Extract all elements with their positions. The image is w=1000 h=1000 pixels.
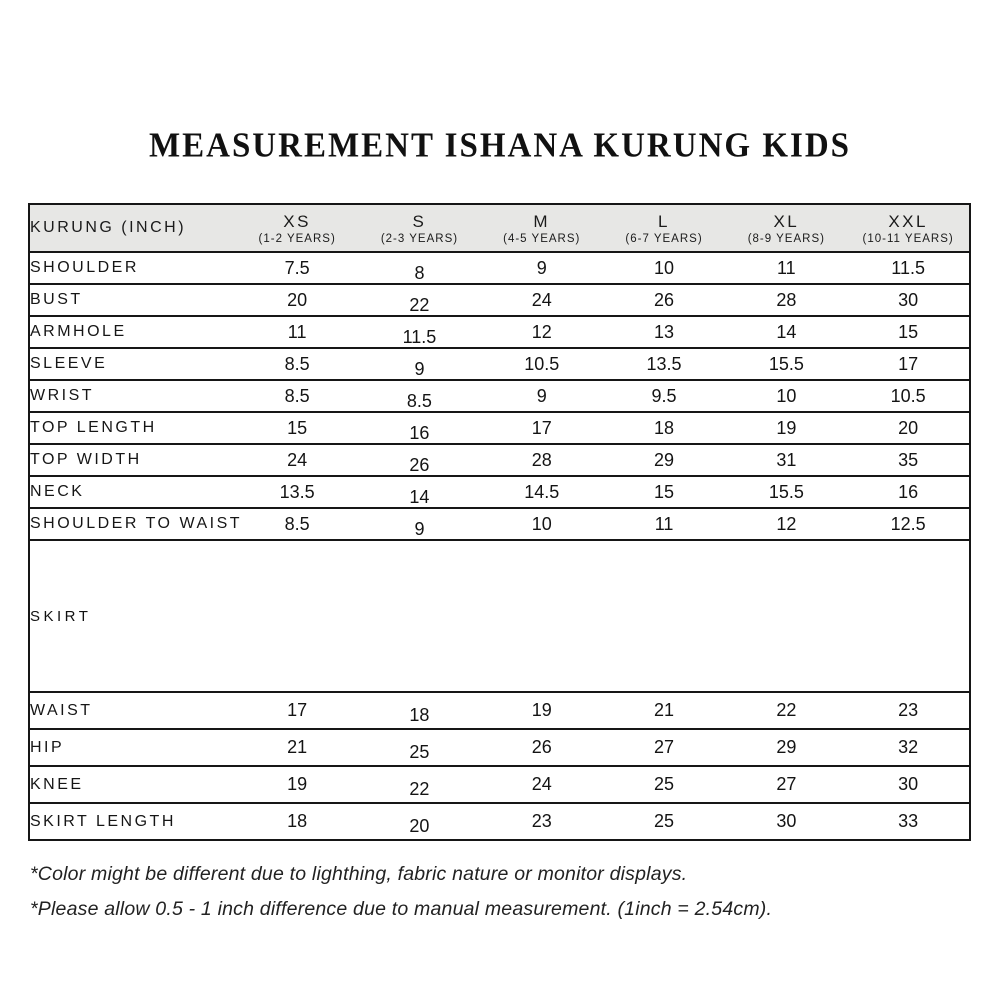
value-cell bbox=[358, 692, 480, 729]
value-cell bbox=[358, 766, 480, 803]
size-age-range: (8-9 YEARS) bbox=[747, 232, 825, 245]
value-cell bbox=[236, 316, 358, 348]
value-cell bbox=[603, 412, 725, 444]
measurement-value: 15 bbox=[287, 417, 308, 438]
table-row bbox=[29, 766, 970, 803]
value-cell bbox=[236, 380, 358, 412]
skirt-section-body bbox=[29, 540, 970, 692]
measurement-value: 21 bbox=[654, 700, 675, 720]
value-cell bbox=[725, 316, 847, 348]
value-cell bbox=[358, 803, 480, 840]
row-label: SKIRT LENGTH bbox=[30, 812, 176, 830]
measurement-value: 9 bbox=[536, 385, 547, 406]
measurement-value: 9 bbox=[414, 358, 425, 379]
measurement-value: 30 bbox=[898, 289, 919, 310]
value-cell bbox=[603, 348, 725, 380]
value-cell bbox=[481, 444, 603, 476]
measurement-value: 8.5 bbox=[284, 385, 310, 406]
header-row bbox=[29, 204, 970, 252]
value-cell bbox=[236, 348, 358, 380]
measurement-value: 26 bbox=[531, 737, 552, 757]
value-cell bbox=[725, 412, 847, 444]
measurement-value: 8.5 bbox=[284, 353, 310, 374]
value-cell bbox=[725, 444, 847, 476]
measurement-value: 19 bbox=[287, 774, 308, 794]
header-size-l bbox=[603, 204, 725, 252]
measurement-value: 26 bbox=[654, 289, 675, 310]
table-row bbox=[29, 412, 970, 444]
measurement-value: 19 bbox=[776, 417, 797, 438]
measurement-value: 24 bbox=[287, 449, 308, 470]
value-cell bbox=[358, 284, 480, 316]
skirt-section-cell bbox=[29, 540, 970, 692]
measurement-value: 12.5 bbox=[890, 513, 926, 534]
value-cell bbox=[847, 476, 969, 508]
value-cell bbox=[358, 380, 480, 412]
header-size-xxl bbox=[847, 204, 969, 252]
value-cell bbox=[481, 316, 603, 348]
measurement-value: 33 bbox=[898, 811, 919, 831]
header-label: KURUNG (INCH) bbox=[30, 219, 187, 236]
measurement-value: 9 bbox=[536, 257, 547, 278]
value-cell bbox=[236, 444, 358, 476]
value-cell bbox=[725, 508, 847, 540]
measurement-value: 27 bbox=[776, 774, 797, 794]
measurement-value: 8.5 bbox=[284, 513, 310, 534]
measurement-value: 24 bbox=[531, 289, 552, 310]
measurement-value: 35 bbox=[898, 449, 919, 470]
value-cell bbox=[236, 692, 358, 729]
measurement-value: 11.5 bbox=[891, 257, 925, 278]
value-cell bbox=[603, 729, 725, 766]
value-cell bbox=[725, 476, 847, 508]
footnote-measurement: *Please allow 0.5 - 1 inch difference due to manual measurement. (1inch = 2.54cm). bbox=[30, 898, 773, 920]
value-cell bbox=[236, 412, 358, 444]
measurement-value: 23 bbox=[898, 700, 919, 720]
row-label: BUST bbox=[30, 291, 83, 308]
measurement-value: 30 bbox=[898, 774, 919, 794]
measurement-value: 28 bbox=[531, 449, 552, 470]
measurement-value: 28 bbox=[776, 289, 797, 310]
row-label: SLEEVE bbox=[30, 355, 108, 372]
measurement-value: 29 bbox=[776, 737, 797, 757]
measurement-value: 26 bbox=[409, 454, 430, 475]
size-label: S bbox=[412, 211, 427, 231]
skirt-section-row bbox=[29, 540, 970, 692]
value-cell bbox=[847, 252, 969, 284]
value-cell bbox=[481, 729, 603, 766]
measurement-value: 29 bbox=[654, 449, 675, 470]
value-cell bbox=[725, 766, 847, 803]
value-cell bbox=[236, 766, 358, 803]
measurement-value: 25 bbox=[654, 774, 675, 794]
value-cell bbox=[847, 444, 969, 476]
measurement-value: 22 bbox=[409, 779, 430, 799]
page-title: MEASUREMENT ISHANA KURUNG KIDS bbox=[148, 126, 852, 166]
measurement-value: 8.5 bbox=[406, 390, 432, 411]
row-label: NECK bbox=[30, 483, 85, 500]
header-size-xs bbox=[236, 204, 358, 252]
measurement-value: 14.5 bbox=[524, 481, 560, 502]
measurement-value: 10.5 bbox=[890, 385, 926, 406]
measurement-value: 19 bbox=[531, 700, 552, 720]
table-row bbox=[29, 316, 970, 348]
value-cell bbox=[847, 692, 969, 729]
size-label: XL bbox=[773, 211, 800, 231]
measurement-value: 14 bbox=[776, 321, 797, 342]
header-size-m bbox=[481, 204, 603, 252]
measurement-value: 21 bbox=[287, 737, 308, 757]
value-cell bbox=[481, 412, 603, 444]
size-label: M bbox=[533, 211, 551, 231]
value-cell bbox=[603, 316, 725, 348]
size-age-range: (10-11 YEARS) bbox=[862, 232, 954, 245]
row-label: WAIST bbox=[30, 701, 93, 719]
measurement-value: 25 bbox=[409, 742, 430, 762]
value-cell bbox=[481, 803, 603, 840]
table-row bbox=[29, 803, 970, 840]
measurement-value: 13.5 bbox=[279, 481, 315, 502]
value-cell bbox=[481, 476, 603, 508]
measurement-value: 11 bbox=[287, 321, 307, 342]
size-chart-table bbox=[28, 203, 971, 841]
measurement-value: 20 bbox=[409, 816, 430, 836]
value-cell bbox=[725, 348, 847, 380]
value-cell bbox=[603, 252, 725, 284]
measurement-value: 31 bbox=[776, 449, 797, 470]
measurement-value: 15.5 bbox=[768, 481, 804, 502]
measurement-value: 27 bbox=[654, 737, 675, 757]
row-label: KNEE bbox=[30, 775, 84, 793]
size-label: XS bbox=[283, 211, 311, 231]
value-cell bbox=[847, 766, 969, 803]
value-cell bbox=[847, 508, 969, 540]
value-cell bbox=[236, 252, 358, 284]
measurement-value: 13.5 bbox=[646, 353, 682, 374]
table-row bbox=[29, 284, 970, 316]
value-cell bbox=[481, 508, 603, 540]
value-cell bbox=[481, 348, 603, 380]
value-cell bbox=[481, 252, 603, 284]
footnotes bbox=[30, 863, 772, 933]
value-cell bbox=[603, 692, 725, 729]
measurement-value: 11 bbox=[654, 513, 674, 534]
value-cell bbox=[481, 380, 603, 412]
value-cell bbox=[725, 803, 847, 840]
row-label: ARMHOLE bbox=[30, 323, 127, 340]
measurement-value: 22 bbox=[409, 294, 430, 315]
measurement-value: 16 bbox=[409, 422, 430, 443]
size-label: XXL bbox=[888, 211, 928, 231]
value-cell bbox=[358, 412, 480, 444]
size-label: L bbox=[658, 211, 671, 231]
value-cell bbox=[725, 692, 847, 729]
row-label: HIP bbox=[30, 738, 65, 756]
value-cell bbox=[481, 284, 603, 316]
table-row bbox=[29, 252, 970, 284]
value-cell bbox=[358, 729, 480, 766]
footnote-color: *Color might be different due to lighthing, fabric nature or monitor displays. bbox=[30, 863, 688, 885]
table-row bbox=[29, 444, 970, 476]
measurement-value: 18 bbox=[409, 705, 430, 725]
table-row bbox=[29, 476, 970, 508]
size-age-range: (6-7 YEARS) bbox=[625, 232, 703, 245]
skirt-section-label: SKIRT bbox=[30, 607, 92, 625]
table-row bbox=[29, 729, 970, 766]
measurement-value: 12 bbox=[776, 513, 797, 534]
value-cell bbox=[603, 476, 725, 508]
value-cell bbox=[358, 252, 480, 284]
value-cell bbox=[725, 284, 847, 316]
measurement-value: 8 bbox=[414, 262, 425, 283]
value-cell bbox=[236, 508, 358, 540]
measurement-value: 24 bbox=[531, 774, 552, 794]
measurement-value: 18 bbox=[654, 417, 675, 438]
measurement-value: 10 bbox=[776, 385, 797, 406]
measurement-value: 10 bbox=[531, 513, 552, 534]
value-cell bbox=[603, 508, 725, 540]
size-age-range: (1-2 YEARS) bbox=[258, 232, 336, 245]
measurement-value: 17 bbox=[287, 700, 308, 720]
value-cell bbox=[603, 766, 725, 803]
value-cell bbox=[725, 252, 847, 284]
value-cell bbox=[725, 380, 847, 412]
row-label: SHOULDER bbox=[30, 259, 139, 276]
value-cell bbox=[236, 803, 358, 840]
measurement-value: 10.5 bbox=[524, 353, 560, 374]
value-cell bbox=[847, 412, 969, 444]
value-cell bbox=[725, 729, 847, 766]
row-label: SHOULDER TO WAIST bbox=[30, 515, 243, 532]
value-cell bbox=[847, 284, 969, 316]
value-cell bbox=[236, 476, 358, 508]
measurement-value: 22 bbox=[776, 700, 797, 720]
value-cell bbox=[603, 380, 725, 412]
table-row bbox=[29, 348, 970, 380]
measurement-value: 9.5 bbox=[651, 385, 677, 406]
value-cell bbox=[236, 284, 358, 316]
measurement-value: 16 bbox=[898, 481, 919, 502]
value-cell bbox=[358, 476, 480, 508]
value-cell bbox=[847, 348, 969, 380]
size-age-range: (2-3 YEARS) bbox=[380, 232, 459, 245]
measurement-value: 15.5 bbox=[768, 353, 804, 374]
measurement-value: 18 bbox=[287, 811, 308, 831]
measurement-value: 7.5 bbox=[284, 257, 310, 278]
value-cell bbox=[358, 508, 480, 540]
measurement-value: 10 bbox=[654, 257, 675, 278]
value-cell bbox=[847, 380, 969, 412]
measurement-value: 17 bbox=[898, 353, 919, 374]
measurement-value: 20 bbox=[287, 289, 308, 310]
value-cell bbox=[358, 348, 480, 380]
measurement-value: 11.5 bbox=[402, 326, 437, 347]
measurement-value: 15 bbox=[654, 481, 675, 502]
value-cell bbox=[847, 803, 969, 840]
measurement-value: 20 bbox=[898, 417, 919, 438]
measurement-value: 17 bbox=[531, 417, 552, 438]
measurement-value: 13 bbox=[654, 321, 675, 342]
kurung-measurements-body bbox=[29, 252, 970, 540]
measurement-value: 32 bbox=[898, 737, 919, 757]
measurement-value: 12 bbox=[531, 321, 552, 342]
table-row bbox=[29, 380, 970, 412]
header-size-xl bbox=[725, 204, 847, 252]
row-label: TOP WIDTH bbox=[30, 451, 142, 468]
size-age-range: (4-5 YEARS) bbox=[503, 232, 581, 245]
value-cell bbox=[603, 284, 725, 316]
table-row bbox=[29, 508, 970, 540]
value-cell bbox=[847, 316, 969, 348]
measurement-value: 25 bbox=[654, 811, 675, 831]
measurement-value: 23 bbox=[531, 811, 552, 831]
measurement-value: 9 bbox=[414, 518, 425, 539]
measurement-value: 15 bbox=[898, 321, 919, 342]
value-cell bbox=[847, 729, 969, 766]
measurement-value: 14 bbox=[409, 486, 430, 507]
measurement-value: 30 bbox=[776, 811, 797, 831]
value-cell bbox=[481, 692, 603, 729]
value-cell bbox=[603, 444, 725, 476]
value-cell bbox=[236, 729, 358, 766]
value-cell bbox=[481, 766, 603, 803]
row-label: TOP LENGTH bbox=[30, 419, 157, 436]
measurement-value: 11 bbox=[776, 257, 796, 278]
value-cell bbox=[358, 444, 480, 476]
skirt-measurements-body bbox=[29, 692, 970, 840]
table-row bbox=[29, 692, 970, 729]
value-cell bbox=[358, 316, 480, 348]
header-size-s bbox=[358, 204, 480, 252]
row-label: WRIST bbox=[30, 387, 95, 404]
value-cell bbox=[603, 803, 725, 840]
